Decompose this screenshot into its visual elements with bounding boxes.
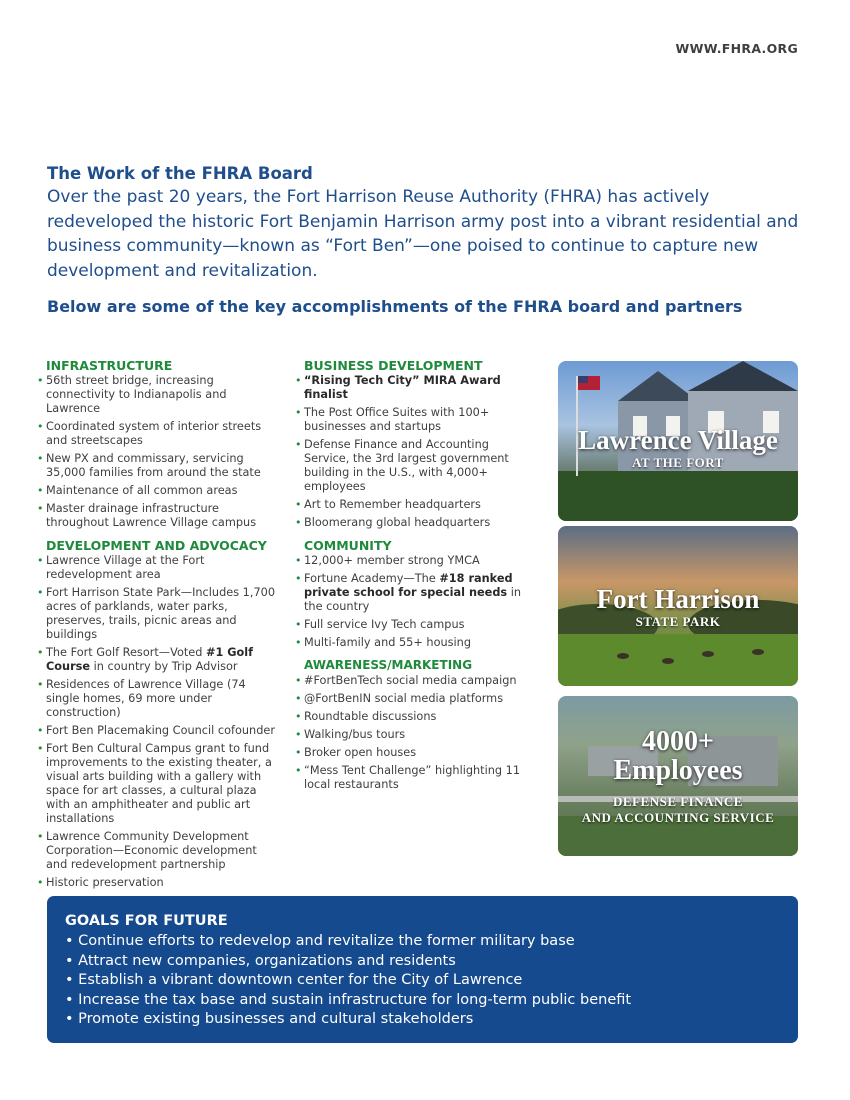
list-item: • Full service Ivy Tech campus (295, 618, 535, 632)
photo-subtitle-line1: DEFENSE FINANCE (613, 794, 743, 809)
list-item: • Fort Ben Placemaking Council cofounder (37, 724, 277, 738)
goals-list (65, 932, 798, 1030)
list-item: • Establish a vibrant downtown center for the City of Lawrence (65, 972, 523, 989)
photo-title: Lawrence Village (578, 425, 778, 455)
awareness-list (295, 674, 535, 792)
goals-heading: GOALS FOR FUTURE (65, 913, 228, 929)
middle-column (295, 358, 535, 800)
list-item: • The Post Office Suites with 100+ businesses and startups (295, 406, 535, 434)
lawrence-village-photo (558, 361, 798, 521)
goals-panel (47, 896, 798, 1043)
photo-subtitle-line2: AND ACCOUNTING SERVICE (581, 810, 775, 825)
golf-text-after: in country by Trip Advisor (90, 660, 238, 673)
list-item (37, 646, 277, 674)
business-list (295, 374, 535, 530)
list-item: • Continue efforts to redevelop and revitalize the former military base (65, 933, 575, 949)
page-title: The Work of the FHRA Board (47, 164, 313, 183)
list-item: • Lawrence Village at the Fort redevelopment area (37, 554, 277, 582)
intro-section (47, 163, 807, 316)
business-heading: BUSINESS DEVELOPMENT (304, 358, 483, 373)
list-item: • Historic preservation (37, 876, 277, 890)
list-item: • Multi-family and 55+ housing (295, 636, 535, 650)
list-item: • 56th street bridge, increasing connectivity to Indianapolis and Lawrence (37, 374, 277, 416)
photo-subtitle: AT THE FORT (632, 455, 724, 470)
list-item: • Maintenance of all common areas (37, 484, 277, 498)
list-item: • New PX and commissary, servicing 35,000 families from around the state (37, 452, 277, 480)
photo-title: Fort Harrison (596, 584, 760, 614)
community-list (295, 554, 535, 650)
list-item: • Master drainage infrastructure throughout Lawrence Village campus (37, 502, 277, 530)
academy-text-after: in the country (304, 586, 522, 613)
academy-text-before: Fortune Academy—The (304, 572, 440, 585)
golf-text-before: The Fort Golf Resort—Voted (46, 646, 207, 659)
list-item: • Fort Harrison State Park—Includes 1,700 acres of parklands, water parks, preserves, trails, picnic areas and buildings (37, 586, 277, 642)
list-item: • Promote existing businesses and cultural stakeholders (65, 1011, 474, 1028)
award-text: “Rising Tech City” MIRA Award finalist (304, 374, 501, 401)
infrastructure-list (37, 374, 277, 530)
list-item: • Bloomerang global headquarters (295, 516, 535, 530)
photo-title: Employees (613, 755, 743, 786)
list-item: • Broker open houses (295, 746, 535, 760)
community-heading: COMMUNITY (304, 538, 392, 553)
list-item: • Increase the tax base and sustain infrastructure for long-term public benefit (65, 991, 632, 1008)
list-item: • Coordinated system of interior streets and streetscapes (37, 420, 277, 448)
list-item: • Defense Finance and Accounting Service, the 3rd largest government building in the U.S., with 4,000+ employees (295, 438, 535, 494)
list-item: • #FortBenTech social media campaign (295, 674, 535, 688)
intro-paragraph: Over the past 20 years, the Fort Harrison Reuse Authority (FHRA) has actively redeveloped the historic Fort Benjamin Harrison army post into a vibrant residential and business community—known as “Fort Ben”—one poised to continue to capture new development and revitalization. (47, 187, 799, 281)
site-url[interactable]: WWW.FHRA.ORG (675, 41, 798, 56)
fort-harrison-photo (558, 526, 798, 686)
list-item: • 12,000+ member strong YMCA (295, 554, 535, 568)
list-item: • Fort Ben Cultural Campus grant to fund improvements to the existing theater, a visual arts building with a gallery with space for art classes, a cultural plaza with an amphitheater and public art installations (37, 742, 277, 826)
list-item: • Lawrence Community Development Corporation—Economic development and redevelopment partnership (37, 830, 277, 872)
list-item: • “Mess Tent Challenge” highlighting 11 local restaurants (295, 764, 535, 792)
golf-text-bold: #1 Golf Course (46, 646, 254, 673)
infrastructure-heading: INFRASTRUCTURE (46, 358, 173, 373)
list-item: • Attract new companies, organizations and residents (65, 952, 456, 969)
list-item (295, 572, 535, 614)
list-item (295, 374, 535, 402)
development-heading: DEVELOPMENT AND ADVOCACY (46, 538, 267, 553)
list-item: • Residences of Lawrence Village (74 single homes, 69 more under construction) (37, 678, 277, 720)
photo-number: 4000+ (642, 726, 714, 757)
dfas-photo (558, 696, 798, 856)
awareness-heading: AWARENESS/MARKETING (304, 658, 473, 672)
list-item: • Roundtable discussions (295, 710, 535, 724)
academy-text-bold: #18 ranked private school for special needs (304, 572, 513, 599)
list-item: • Art to Remember headquarters (295, 498, 535, 512)
photo-subtitle: STATE PARK (635, 614, 721, 629)
left-column (37, 358, 277, 898)
list-item: • @FortBenIN social media platforms (295, 692, 535, 706)
list-item: • Walking/bus tours (295, 728, 535, 742)
development-list (37, 554, 277, 890)
accomplishments-heading: Below are some of the key accomplishments of the FHRA board and partners (47, 297, 743, 316)
